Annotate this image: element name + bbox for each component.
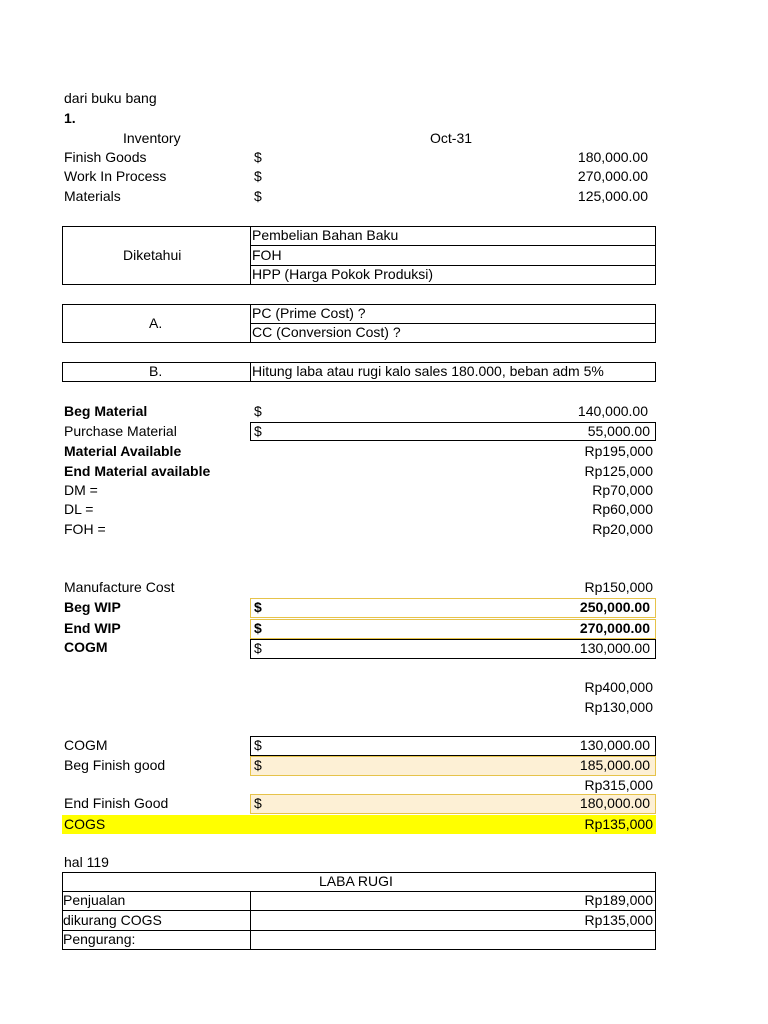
inventory-label: Work In Process [64, 168, 167, 184]
foh-label: FOH = [64, 521, 106, 537]
source-note: dari buku bang [64, 90, 157, 106]
end-wip-cell [250, 619, 656, 639]
dm-label: DM = [64, 482, 98, 498]
currency-symbol: $ [254, 168, 262, 184]
diketahui-label: Diketahui [123, 247, 182, 263]
end-finish-cell [250, 794, 656, 814]
currency-symbol: $ [254, 403, 262, 419]
question-item: PC (Prime Cost) ? [252, 305, 366, 321]
beg-material-value: 140,000.00 [577, 403, 648, 419]
question-b-text: Hitung laba atau rugi kalo sales 180.000, beban adm 5% [252, 363, 604, 379]
inventory-value: 125,000.00 [577, 188, 648, 204]
cogs-highlight-row [62, 815, 656, 834]
laba-rugi-row-label: dikurang COGS [63, 912, 162, 928]
question-a-label: A. [149, 315, 163, 331]
currency-symbol: $ [254, 149, 262, 165]
currency-symbol: $ [254, 795, 262, 811]
cogs-cogm-cell [250, 736, 656, 756]
laba-rugi-row-value: Rp135,000 [584, 912, 653, 928]
currency-symbol: $ [254, 423, 262, 439]
currency-symbol: $ [254, 640, 262, 656]
manufacture-cost-value: Rp150,000 [584, 579, 653, 595]
extra-value: Rp130,000 [584, 699, 653, 715]
foh-value: Rp20,000 [592, 521, 653, 537]
laba-rugi-title: LABA RUGI [319, 873, 393, 889]
purchase-material-cell [250, 422, 656, 441]
dl-label: DL = [64, 501, 94, 517]
end-finish-value: 180,000.00 [579, 795, 650, 811]
date-header: Oct-31 [430, 130, 473, 146]
inventory-label: Materials [64, 188, 121, 204]
given-item: Pembelian Bahan Baku [252, 227, 399, 243]
cogm-value: 130,000.00 [579, 640, 650, 656]
given-item: FOH [252, 247, 282, 263]
beg-finish-value: 185,000.00 [579, 757, 650, 773]
end-material-value: Rp125,000 [584, 463, 653, 479]
beg-finish-label: Beg Finish good [64, 757, 166, 773]
cogm-label: COGM [64, 737, 108, 753]
end-wip-label: End WIP [64, 620, 121, 636]
inventory-value: 180,000.00 [577, 149, 648, 165]
purchase-material-label: Purchase Material [64, 423, 177, 439]
beg-wip-value: 250,000.00 [579, 599, 650, 615]
manufacture-cost-label: Manufacture Cost [64, 579, 175, 595]
end-finish-label: End Finish Good [64, 795, 169, 811]
laba-rugi-row-label: Pengurang: [63, 931, 136, 947]
cogm-label: COGM [64, 639, 108, 655]
extra-value: Rp400,000 [584, 679, 653, 695]
cogs-value: Rp135,000 [584, 816, 653, 832]
cogs-cogm-value: 130,000.00 [579, 737, 650, 753]
beg-wip-label: Beg WIP [64, 599, 121, 615]
currency-symbol: $ [254, 188, 262, 204]
currency-symbol: $ [254, 757, 262, 773]
question-item: CC (Conversion Cost) ? [252, 324, 401, 340]
currency-symbol: $ [254, 737, 262, 753]
problem-number: 1. [64, 110, 76, 126]
inventory-header: Inventory [123, 130, 181, 146]
purchase-material-value: 55,000.00 [587, 423, 650, 439]
currency-symbol: $ [254, 620, 262, 636]
inventory-value: 270,000.00 [577, 168, 648, 184]
laba-rugi-row-label: Penjualan [63, 892, 126, 908]
cogs-label: COGS [64, 816, 106, 832]
material-available-label: Material Available [64, 443, 182, 459]
currency-symbol: $ [254, 599, 262, 615]
given-item: HPP (Harga Pokok Produksi) [252, 266, 434, 282]
end-wip-value: 270,000.00 [579, 620, 650, 636]
beg-finish-cell [250, 756, 656, 776]
laba-rugi-row-value: Rp189,000 [584, 892, 653, 908]
page-reference: hal 119 [64, 854, 109, 870]
beg-material-label: Beg Material [64, 403, 148, 419]
dl-value: Rp60,000 [592, 501, 653, 517]
dm-value: Rp70,000 [592, 482, 653, 498]
material-available-value: Rp195,000 [584, 443, 653, 459]
question-b-label: B. [149, 363, 163, 379]
cogm-cell [250, 639, 656, 659]
subtotal-value: Rp315,000 [584, 777, 653, 793]
end-material-label: End Material available [64, 463, 211, 479]
inventory-label: Finish Goods [64, 149, 147, 165]
beg-wip-cell [250, 598, 656, 618]
